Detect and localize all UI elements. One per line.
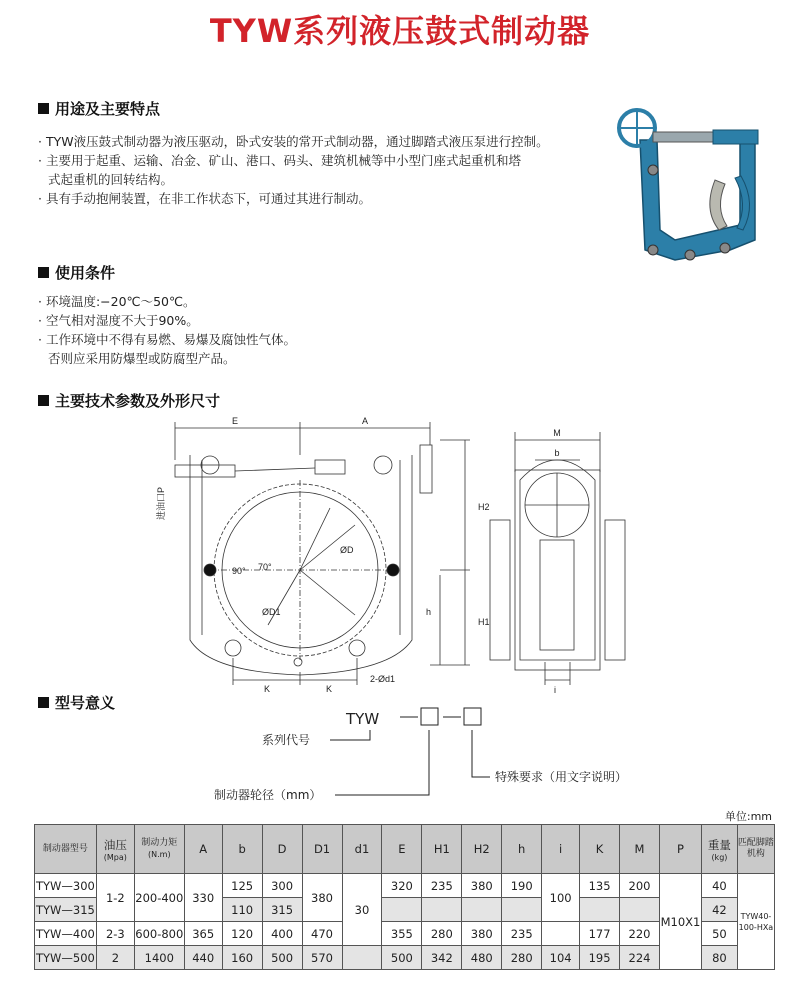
cell-D: 500 (262, 946, 302, 970)
cell-h (502, 898, 542, 922)
cell-M (620, 898, 660, 922)
dim-label-M: M (553, 428, 561, 438)
dim-label-port: 进油口P (156, 486, 166, 520)
square-bullet-icon (38, 267, 49, 278)
cell-H2 (462, 898, 502, 922)
spec-table (34, 824, 775, 970)
cell-pressure: 1-2 (96, 874, 134, 922)
table-row (35, 874, 775, 898)
section-heading-conditions: 使用条件 (38, 262, 115, 283)
header-b: b (222, 825, 262, 874)
header-d1: d1 (342, 825, 382, 874)
dim-label-H2: H2 (478, 502, 490, 512)
cell-torque: 1400 (134, 946, 184, 970)
dim-label-K: K (326, 684, 333, 694)
cell-E: 355 (382, 922, 422, 946)
dim-label-angle90: 90° (232, 566, 246, 576)
cell-pressure: 2 (96, 946, 134, 970)
cell-K: 195 (580, 946, 620, 970)
cell-model: TYW—300 (35, 874, 97, 898)
header-pump: 匹配脚踏机构 (737, 825, 774, 874)
cell-d1 (342, 946, 382, 970)
header-E: E (382, 825, 422, 874)
cell-h: 280 (502, 946, 542, 970)
cell-D: 400 (262, 922, 302, 946)
features-line: 式起重机的回转结构。 (48, 172, 174, 187)
cell-D1: 470 (302, 922, 342, 946)
cell-pump: TYW40-100-HXa (737, 874, 774, 970)
cell-b: 120 (222, 922, 262, 946)
conditions-text (38, 292, 296, 368)
model-code-wheel: 制动器轮径（mm） (214, 788, 322, 802)
dim-label-h: h (426, 607, 432, 617)
cell-b: 110 (222, 898, 262, 922)
dim-label-A: A (361, 416, 369, 426)
cell-K (580, 898, 620, 922)
dim-label-angle70: 70° (258, 562, 272, 572)
cell-H1: 280 (422, 922, 462, 946)
header-model: 制动器型号 (35, 825, 97, 874)
dim-label-K: K (264, 684, 271, 694)
cell-i (542, 922, 580, 946)
header-pressure: 油压 (Mpa) (96, 825, 134, 874)
model-code-box (464, 708, 481, 725)
cell-M: 200 (620, 874, 660, 898)
cell-K: 135 (580, 874, 620, 898)
cell-D: 315 (262, 898, 302, 922)
cell-K: 177 (580, 922, 620, 946)
cell-b: 160 (222, 946, 262, 970)
cell-H1 (422, 898, 462, 922)
features-line: · 具有手动抱闸装置，在非工作状态下，可通过其进行制动。 (38, 191, 371, 206)
cell-d1: 30 (342, 874, 382, 946)
header-P: P (659, 825, 701, 874)
model-code-prefix: TYW (346, 710, 380, 728)
dim-label-E: E (231, 416, 239, 426)
header-weight: 重量 (kg) (701, 825, 737, 874)
cell-b: 125 (222, 874, 262, 898)
cell-A: 330 (184, 874, 222, 922)
dim-label-D1: ØD1 (262, 607, 281, 617)
cell-E: 320 (382, 874, 422, 898)
dimension-drawing (150, 410, 630, 695)
square-bullet-icon (38, 103, 49, 114)
cell-H2: 380 (462, 922, 502, 946)
cell-D: 300 (262, 874, 302, 898)
cell-h: 235 (502, 922, 542, 946)
model-code-box (421, 708, 438, 725)
cell-E (382, 898, 422, 922)
conditions-line: · 环境温度:−20℃～50℃。 (38, 294, 196, 309)
cell-weight: 50 (701, 922, 737, 946)
features-text (38, 132, 549, 208)
section-heading-model: 型号意义 (38, 692, 115, 713)
model-code-special: 特殊要求（用文字说明） (495, 770, 628, 784)
cell-model: TYW—315 (35, 898, 97, 922)
cell-H1: 235 (422, 874, 462, 898)
header-K: K (580, 825, 620, 874)
features-line: · TYW液压鼓式制动器为液压驱动，卧式安装的常开式制动器，通过脚踏式液压泵进行控制。 (38, 134, 549, 149)
conditions-line: · 工作环境中不得有易燃、易爆及腐蚀性气体。 (38, 332, 296, 347)
header-M: M (620, 825, 660, 874)
cell-H2: 380 (462, 874, 502, 898)
cell-model: TYW—400 (35, 922, 97, 946)
dim-label-d1: 2-Ød1 (370, 674, 396, 684)
cell-weight: 42 (701, 898, 737, 922)
cell-P: M10X1 (659, 874, 701, 970)
model-code-series: 系列代号 (262, 733, 311, 747)
cell-torque: 200-400 (134, 874, 184, 922)
cell-M: 224 (620, 946, 660, 970)
conditions-line: · 空气相对湿度不大于90%。 (38, 313, 199, 328)
header-torque: 制动力矩 (N.m) (134, 825, 184, 874)
section-heading-features: 用途及主要特点 (38, 98, 160, 119)
cell-h: 190 (502, 874, 542, 898)
header-i: i (542, 825, 580, 874)
table-header-row (35, 825, 775, 874)
cell-H2: 480 (462, 946, 502, 970)
cell-A: 365 (184, 922, 222, 946)
brake-product-image (615, 100, 785, 270)
dim-label-b: b (554, 448, 560, 458)
conditions-line: 否则应采用防爆型或防腐型产品。 (48, 351, 236, 366)
cell-D1: 570 (302, 946, 342, 970)
cell-pressure: 2-3 (96, 922, 134, 946)
cell-D1: 380 (302, 874, 342, 922)
cell-torque: 600-800 (134, 922, 184, 946)
cell-M: 220 (620, 922, 660, 946)
cell-H1: 342 (422, 946, 462, 970)
cell-weight: 80 (701, 946, 737, 970)
dim-label-H1: H1 (478, 617, 490, 627)
page-title: TYW系列液压鼓式制动器 (209, 12, 591, 50)
dim-label-i: i (554, 685, 556, 695)
square-bullet-icon (38, 395, 49, 406)
unit-label: 单位:mm (724, 810, 772, 823)
cell-model: TYW—500 (35, 946, 97, 970)
cell-i: 104 (542, 946, 580, 970)
header-D1: D1 (302, 825, 342, 874)
header-A: A (184, 825, 222, 874)
header-H2: H2 (462, 825, 502, 874)
cell-E: 500 (382, 946, 422, 970)
cell-weight: 40 (701, 874, 737, 898)
section-heading-params: 主要技术参数及外形尺寸 (38, 390, 220, 411)
dim-label-D: ØD (340, 545, 354, 555)
cell-i: 100 (542, 874, 580, 922)
header-D: D (262, 825, 302, 874)
features-line: · 主要用于起重、运输、冶金、矿山、港口、码头、建筑机械等中小型门座式起重机和塔 (38, 153, 521, 168)
cell-A: 440 (184, 946, 222, 970)
header-h: h (502, 825, 542, 874)
header-H1: H1 (422, 825, 462, 874)
model-code-diagram (0, 700, 800, 810)
